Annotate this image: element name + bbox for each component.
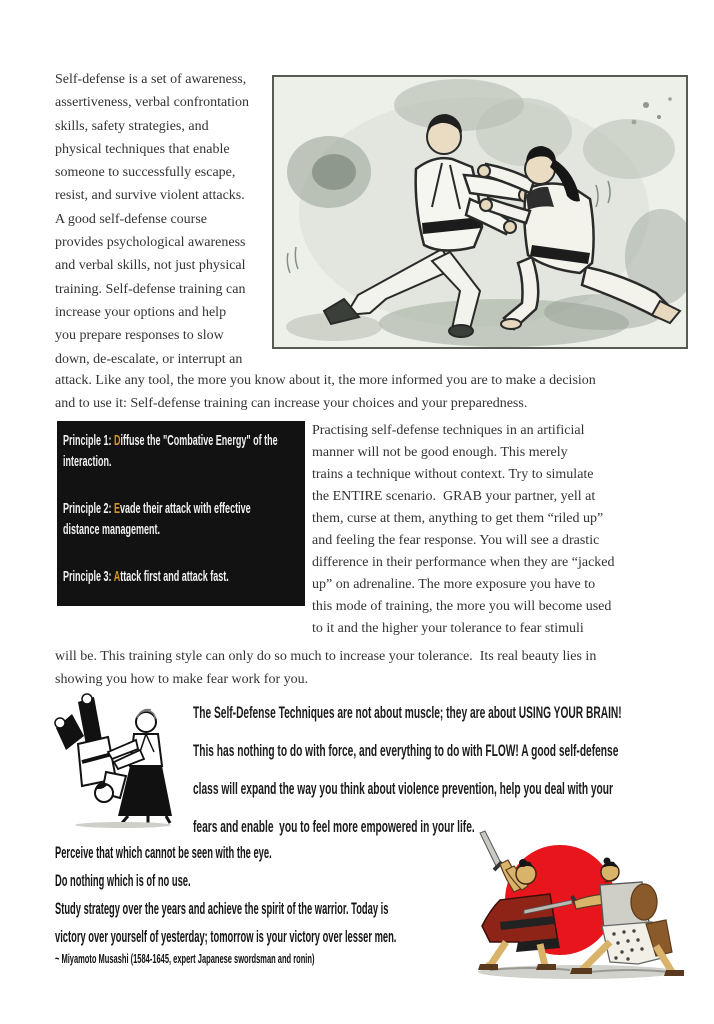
text-line: Perceive that which cannot be seen with the eye.: [55, 843, 272, 862]
principle-2-prefix: Principle 2:: [63, 500, 115, 517]
text-line: up” on adrenaline. The more exposure you have to: [312, 577, 596, 592]
principle-2-highlight-letter: E: [114, 500, 121, 517]
musashi-quote: [55, 839, 465, 951]
text-line: and verbal skills, not just physical: [55, 258, 246, 274]
text-line: class will expand the way you think about violence prevention, help you deal with your: [193, 779, 613, 798]
text-line: to it and the higher your tolerance to fear stimuli: [312, 621, 584, 636]
standing-figure: [108, 710, 172, 824]
principle-3-text: ttack first and attack fast.: [120, 568, 229, 585]
text-line: The Self-Defense Techniques are not about muscle; they are about USING YOUR BRAIN!: [193, 703, 622, 722]
text-line: showing you how to make fear work for you.: [55, 672, 309, 688]
text-line: and feeling the fear response. You will see a drastic: [312, 533, 600, 548]
text-line: increase your options and help: [55, 304, 227, 320]
text-line: the ENTIRE scenario. GRAB your partner, yell at: [312, 489, 596, 504]
text-line: them, curse at them, anything to get them “riled up”: [312, 511, 604, 526]
text-line: this mode of training, the more you will become used: [312, 599, 612, 614]
text-line: victory over yourself of yesterday; tomorrow is your victory over lesser men.: [55, 927, 397, 946]
text-line: assertiveness, verbal confrontation: [55, 95, 249, 111]
text-line: you prepare responses to slow: [55, 328, 224, 344]
text-line: skills, safety strategies, and: [55, 118, 209, 134]
text-line: Self-defense is a set of awareness,: [55, 72, 247, 87]
text-line: and to use it: Self-defense training can increase your choices and your preparedness.: [55, 396, 528, 412]
principle-2: [63, 498, 285, 540]
text-line: attack. Like any tool, the more you know about it, the more informed you are to make a decision: [55, 373, 596, 388]
principle-1-highlight-letter: D: [114, 432, 121, 449]
principle-1-text: iffuse the "Combative Energy" of the interaction.: [63, 432, 278, 470]
principle-3-highlight-letter: A: [113, 568, 121, 585]
practice-paragraph-continued: [55, 645, 685, 692]
samurai-duel-illustration: [460, 830, 695, 992]
quote-attribution: ~ Miyamoto Musashi (1584-1645, expert Japanese swordsman and ronin): [55, 952, 315, 966]
principles-list: [57, 421, 291, 596]
principle-3-prefix: Principle 3:: [63, 568, 114, 585]
text-line: difference in their performance when they are “jacked: [312, 555, 615, 570]
text-line: This has nothing to do with force, and everything to do with FLOW! A good self-defense: [193, 741, 619, 760]
principle-2-text: vade their attack with effective distance management.: [63, 500, 251, 538]
principles-box: [57, 421, 305, 606]
principle-1: [63, 430, 285, 472]
text-line: resist, and survive violent attacks.: [55, 188, 245, 204]
intro-paragraph-continued: [55, 369, 685, 416]
judo-sparring-illustration: [274, 77, 686, 347]
text-line: down, de-escalate, or interrupt an: [55, 351, 243, 367]
text-line: Practising self-defense techniques in an artificial: [312, 423, 585, 438]
intro-paragraph: [55, 68, 273, 371]
ground-shadow: [75, 822, 171, 828]
text-line: fears and enable you to feel more empowered in your life.: [193, 817, 475, 836]
text-line: will be. This training style can only do so much to increase your tolerance. Its real beauty lies in: [55, 649, 597, 664]
samurai-illustration-frame: [460, 830, 695, 992]
text-line: Study strategy over the years and achieve the spirit of the warrior. Today is: [55, 899, 389, 918]
judo-illustration-frame: [272, 75, 688, 349]
text-line: physical techniques that enable: [55, 141, 230, 157]
text-line: Do nothing which is of no use.: [55, 871, 191, 890]
brain-statement: [193, 694, 688, 846]
text-line: manner will not be good enough. This merely: [312, 445, 568, 460]
text-line: training. Self-defense training can: [55, 281, 246, 297]
aikido-throw-illustration: [48, 692, 190, 832]
text-line: someone to successfully escape,: [55, 165, 236, 181]
principle-1-prefix: Principle 1:: [63, 432, 115, 449]
text-line: provides psychological awareness: [55, 235, 246, 251]
text-line: A good self-defense course: [55, 211, 208, 227]
practice-paragraph: [312, 420, 684, 640]
aikido-illustration-frame: [48, 692, 190, 832]
principle-3: [63, 566, 285, 587]
text-line: trains a technique without context. Try to simulate: [312, 467, 594, 482]
